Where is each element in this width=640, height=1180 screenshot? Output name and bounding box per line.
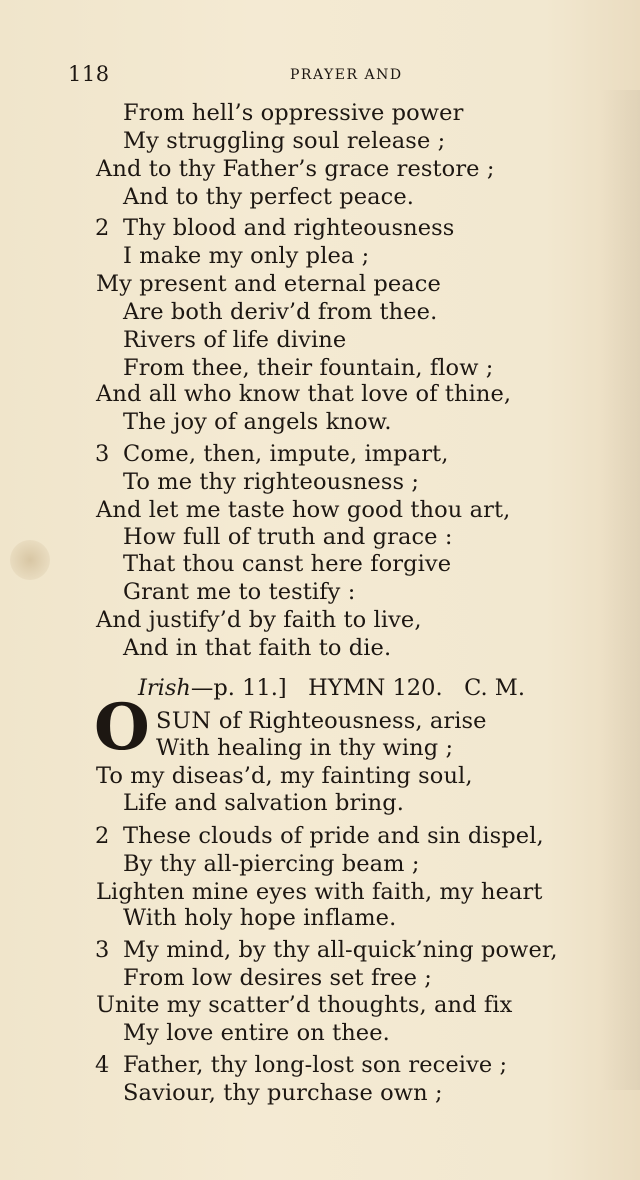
verse-number: 3 — [95, 937, 110, 963]
verse-number: 2 — [95, 823, 110, 849]
running-head: PRAYER AND — [290, 67, 403, 83]
verse-line: And in that faith to die. — [123, 635, 392, 661]
verse-line: Life and salvation bring. — [123, 790, 405, 816]
verse-line: The joy of angels know. — [123, 409, 392, 435]
hymn-meter: C. M. — [464, 675, 525, 701]
verse-line: My struggling soul release ; — [123, 128, 446, 154]
verse-line: Saviour, thy purchase own ; — [123, 1080, 443, 1106]
verse-line: Father, thy long-lost son receive ; — [123, 1052, 508, 1078]
tune-name: Irish — [138, 675, 191, 701]
page-header — [68, 62, 588, 92]
verse-line: My mind, by thy all-quick’ning power, — [123, 937, 558, 963]
verse-line: These clouds of pride and sin dispel, — [123, 823, 544, 849]
paper-stain — [10, 540, 50, 580]
verse-line: My present and eternal peace — [96, 271, 441, 297]
verse-line — [156, 707, 487, 735]
verse-line: From low desires set free ; — [123, 965, 432, 991]
verse-line: How full of truth and grace : — [123, 524, 453, 550]
tune-reference: —p. 11.] — [190, 675, 287, 701]
drop-cap: O — [94, 690, 150, 765]
verse-line: And justify’d by faith to live, — [96, 607, 422, 633]
verse-line: I make my only plea ; — [123, 243, 370, 269]
verse-number: 2 — [95, 215, 110, 241]
bleed-through-shadow — [600, 90, 640, 1090]
verse-line: Are both deriv’d from thee. — [123, 299, 438, 325]
verse-number: 4 — [95, 1052, 110, 1078]
verse-line: And to thy perfect peace. — [123, 184, 415, 210]
page-number: 118 — [68, 62, 110, 86]
verse-line: Thy blood and righteousness — [123, 215, 455, 241]
verse-line: With healing in thy wing ; — [156, 735, 454, 761]
hymn-title-line — [138, 674, 525, 702]
hymn-title: HYMN 120. — [308, 675, 443, 701]
verse-line: That thou canst here forgive — [123, 551, 452, 577]
verse-line: Rivers of life divine — [123, 327, 347, 353]
verse-line: Grant me to testify : — [123, 579, 356, 605]
verse-line: And all who know that love of thine, — [96, 381, 512, 407]
verse-line: By thy all-piercing beam ; — [123, 851, 420, 877]
verse-line: Come, then, impute, impart, — [123, 441, 449, 467]
verse-number: 3 — [95, 441, 110, 467]
verse-line: From thee, their fountain, flow ; — [123, 355, 494, 381]
verse-line: To me thy righteousness ; — [123, 469, 420, 495]
first-word: SUN — [156, 708, 212, 734]
verse-line: And let me taste how good thou art, — [96, 497, 511, 523]
verse-line: To my diseas’d, my fainting soul, — [96, 763, 473, 789]
verse-line: Unite my scatter’d thoughts, and fix — [96, 992, 513, 1018]
verse-line: From hell’s oppressive power — [123, 100, 464, 126]
verse-line: And to thy Father’s grace restore ; — [96, 156, 495, 182]
verse-line: My love entire on thee. — [123, 1020, 390, 1046]
verse-line: Lighten mine eyes with faith, my heart — [96, 879, 543, 905]
verse-line: With holy hope inflame. — [123, 905, 397, 931]
first-line-rest: of Righteousness, arise — [218, 708, 487, 734]
